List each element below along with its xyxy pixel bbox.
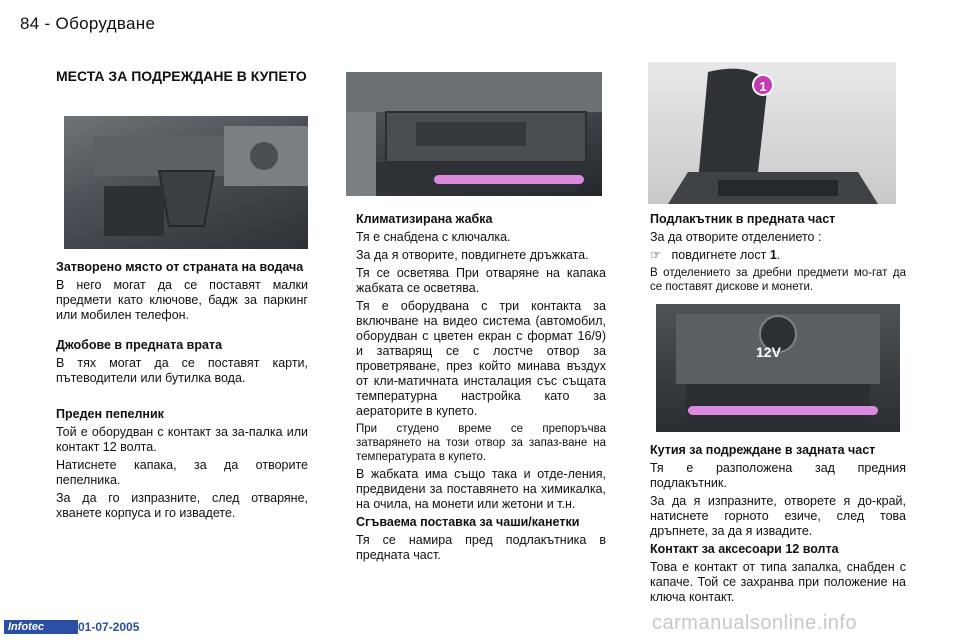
text-glove-box-open: За да я отворите, повдигнете дръжката. <box>356 248 589 262</box>
infotec-logo: Infotec <box>4 620 78 634</box>
photo-glove-box <box>346 72 602 196</box>
column-left <box>56 260 308 524</box>
heading-front-ashtray: Преден пепелник <box>56 407 164 421</box>
heading-glove-box: Климатизирана жабка <box>356 212 493 226</box>
text-armrest-contents: В отделението за дребни предмети мо-гат да се поставят дискове и монети. <box>650 267 906 293</box>
footer-date: 01-07-2005 <box>78 620 140 634</box>
glove-box-light-strip <box>434 175 584 184</box>
text-armrest-lever <box>650 248 906 263</box>
text-ashtray-open: Натиснете капака, за да отворите пепелника. <box>56 458 308 487</box>
driver-storage-illustration <box>64 116 308 249</box>
page-header <box>20 14 155 34</box>
hand-pointer-icon: ☞ <box>650 248 662 262</box>
text-ashtray-socket: Той е оборудван с контакт за за-палка или контакт 12 волта. <box>56 425 308 454</box>
photo-driver-storage <box>64 116 308 249</box>
heading-cup-holder: Сгъваема поставка за чаши/канетки <box>356 515 580 529</box>
text-armrest-open: За да отворите отделението : <box>650 230 822 244</box>
text-door-pockets: В тях могат да се поставят карти, пътеводители или бутилка вода. <box>56 356 308 385</box>
heading-rear-storage: Кутия за подреждане в задната част <box>650 443 876 457</box>
chapter-title: Оборудване <box>55 14 156 33</box>
heading-12v-socket: Контакт за аксесоари 12 волта <box>650 542 839 556</box>
text-ashtray-empty: За да го изпразните, след отваряне, хванете корпуса и го извадете. <box>56 491 308 520</box>
armrest-lever-number: 1 <box>769 248 777 262</box>
text-rear-storage-location: Тя е разположена зад предния подлакътник. <box>650 461 906 490</box>
text-glove-box-compartments: В жабката има също така и отде-ления, предвидени за поставянето на химикалка, на очила, на монети или жетони и т.н. <box>356 467 606 511</box>
lever-1-marker: 1 <box>752 74 774 96</box>
text-glove-box-cold: При студено време се препоръчва затварянето на този отвор за запаз-ване на температурата в купето. <box>356 423 606 463</box>
text-cup-holder: Тя се намира пред подлакътника в предната част. <box>356 533 606 562</box>
page-number: 84 <box>20 14 40 33</box>
text-glove-box-light: Тя се осветява При отваряне на капака жабката се осветява. <box>356 266 606 295</box>
photo-front-armrest <box>648 62 896 204</box>
socket-12v-label: 12V <box>756 344 781 360</box>
text-glove-box-lock: Тя е снабдена с ключалка. <box>356 230 511 244</box>
heading-door-pockets: Джобове в предната врата <box>56 338 223 352</box>
text-12v-socket: Това е контакт от типа запалка, снабден с капаче. Той се захранва при положение на ключа контакт. <box>650 560 906 604</box>
text-driver-storage: В него могат да се поставят малки предмети като ключове, бадж за паркинг или мобилен телефон. <box>56 278 308 322</box>
column-right <box>650 212 906 608</box>
text-glove-box-sockets: Тя е оборудвана с три контакта за включване на видео система (автомобил, оборудван с цветен екран с формат 16/9) и затварящ се с лостче отвор за проветряване, през който минава въздух от кли-матичната инсталация със същата температурна настройка като за аераторите в купето. <box>356 299 606 418</box>
section-title: МЕСТА ЗА ПОДРЕЖДАНЕ В КУПЕТО <box>56 68 307 84</box>
armrest-lever-end: . <box>776 248 781 262</box>
heading-driver-storage: Затворено място от страната на водача <box>56 260 304 274</box>
text-rear-storage-empty: За да я изпразните, отворете я до-край, натиснете горното езиче, след това дръпнете, за да я извадите. <box>650 494 906 538</box>
header-separator: - <box>44 14 51 33</box>
watermark: carmanualsonline.info <box>652 612 858 634</box>
column-middle <box>356 212 606 566</box>
heading-front-armrest: Подлакътник в предната част <box>650 212 836 226</box>
armrest-lever-text: повдигнете лост <box>671 248 767 262</box>
